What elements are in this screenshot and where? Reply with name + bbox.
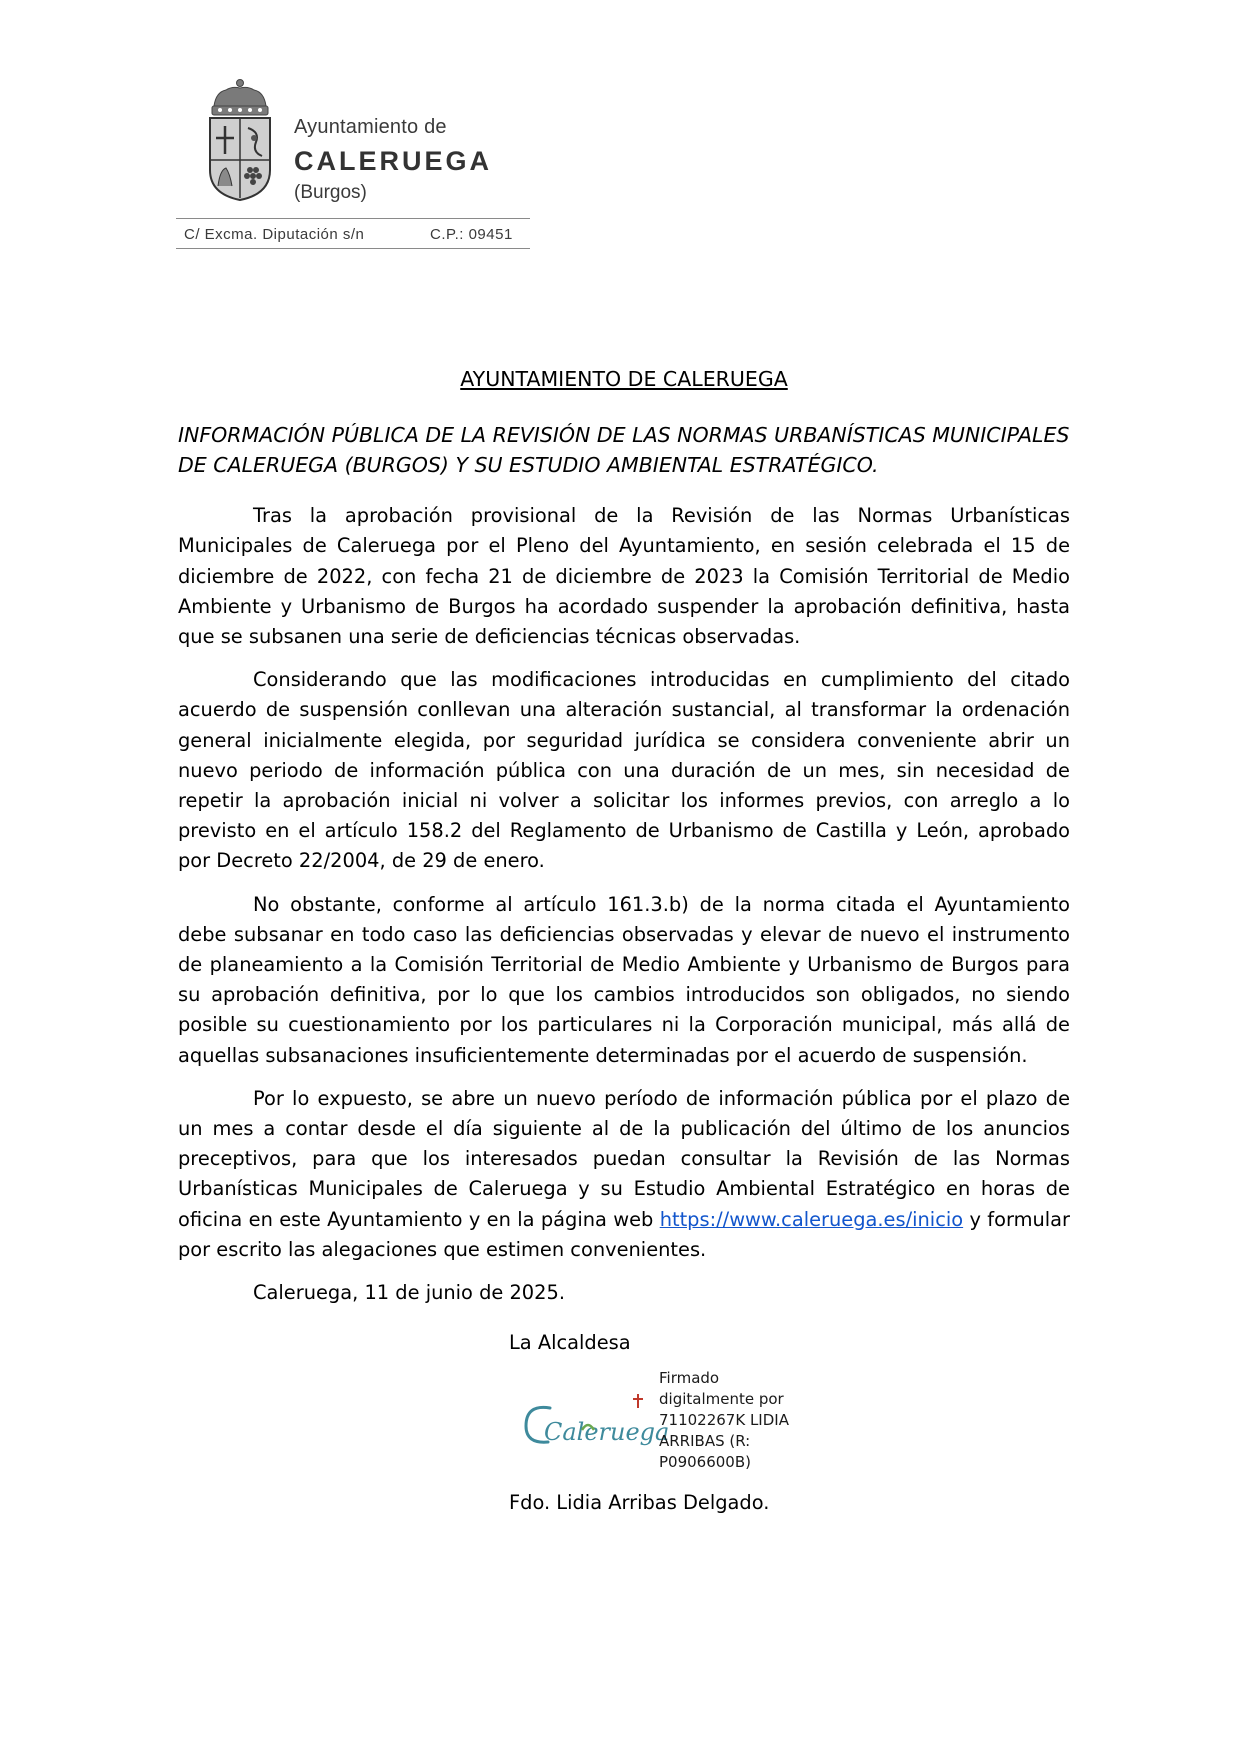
date-line: Caleruega, 11 de junio de 2025. <box>253 1281 565 1305</box>
letterhead-title: Ayuntamiento de <box>294 116 447 138</box>
letterhead-postal-code: C.P.: 09451 <box>430 226 513 243</box>
paragraph-4-tail: y formular por escrito las alegaciones que estimen convenientes. <box>178 1207 1070 1261</box>
coat-of-arms-icon <box>206 78 274 202</box>
letterhead-rule-top <box>176 218 530 219</box>
digital-signature-text <box>659 1368 799 1473</box>
paragraph-2: Considerando que las modificaciones introducidas en cumplimiento del citado acuerdo de suspensión conllevan una alteración sustancial, al transformar la ordenación general inicialmente elegida, por seguridad jurídica se considera conveniente abrir un nuevo periodo de información pública con una duración de un mes, sin necesidad de repetir la aprobación inicial ni volver a solicitar los informes previos, con arreglo a lo previsto en el artículo 158.2 del Reglamento de Urbanismo de Castilla y León, aprobado por Decreto 22/2004, de 29 de enero. <box>178 668 1070 873</box>
signature-line: ARRIBAS (R: <box>659 1432 751 1451</box>
signer-name: Fdo. Lidia Arribas Delgado. <box>509 1491 770 1515</box>
logo-text: Caleruega <box>544 1418 670 1447</box>
signature-line: 71102267K LIDIA <box>659 1411 789 1430</box>
paragraph-3: No obstante, conforme al artículo 161.3.b) de la norma citada el Ayuntamiento debe subsanar en todo caso las deficiencias observadas y elevar de nuevo el instrumento de planeamiento a la Comisión Territorial de Medio Ambiente y Urbanismo de Burgos para su aprobación definitiva, por lo que los cambios introducidos son obligados, no siendo posible su cuestionamiento por los particulares ni la Corporación municipal, más allá de aquellas subsanaciones insuficientemente determinadas por el acuerdo de suspensión. <box>178 892 1070 1067</box>
signature-line: digitalmente por <box>659 1390 784 1409</box>
paragraph-1: Tras la aprobación provisional de la Revisión de las Normas Urbanísticas Municipales de Caleruega por el Pleno del Ayuntamiento, en sesión celebrada el 15 de diciembre de 2022, con fecha 21 de diciembre de 2023 la Comisión Territorial de Medio Ambiente y Urbanismo de Burgos ha acordado suspender la aprobación definitiva, hasta que se subsanen una serie de deficiencias técnicas observadas. <box>178 504 1070 649</box>
letterhead <box>176 72 530 252</box>
document-subtitle: INFORMACIÓN PÚBLICA DE LA REVISIÓN DE LAS NORMAS URBANÍSTICAS MUNICIPALES DE CALERUEGA (BURGOS) Y SU ESTUDIO AMBIENTAL ESTRATÉGICO. <box>178 423 1070 478</box>
digital-signature <box>178 1368 1070 1480</box>
letterhead-province: (Burgos) <box>294 182 367 203</box>
paragraph-4 <box>178 1084 1070 1265</box>
website-link[interactable]: https://www.caleruega.es/inicio <box>659 1207 964 1231</box>
paragraph-4-text: Por lo expuesto, se abre un nuevo período de información pública por el plazo de un mes a contar desde el día siguiente al de la publicación del último de los anuncios preceptivos, para que los interesados puedan consultar la Revisión de las Normas Urbanísticas Municipales de Caleruega y su Estudio Ambiental Estratégico en horas de oficina en este Ayuntamiento y en la página web <box>178 1086 1070 1231</box>
letterhead-town: CALERUEGA <box>294 146 493 176</box>
signature-line: Firmado <box>659 1369 720 1388</box>
letterhead-rule-bottom <box>176 248 530 249</box>
signer-role: La Alcaldesa <box>509 1331 631 1355</box>
signature-line: P0906600B) <box>659 1453 751 1472</box>
caleruega-logo <box>520 1382 670 1460</box>
letterhead-address: C/ Excma. Diputación s/n <box>184 226 365 243</box>
page-title: AYUNTAMIENTO DE CALERUEGA <box>460 367 788 391</box>
document-body <box>178 364 1070 1519</box>
